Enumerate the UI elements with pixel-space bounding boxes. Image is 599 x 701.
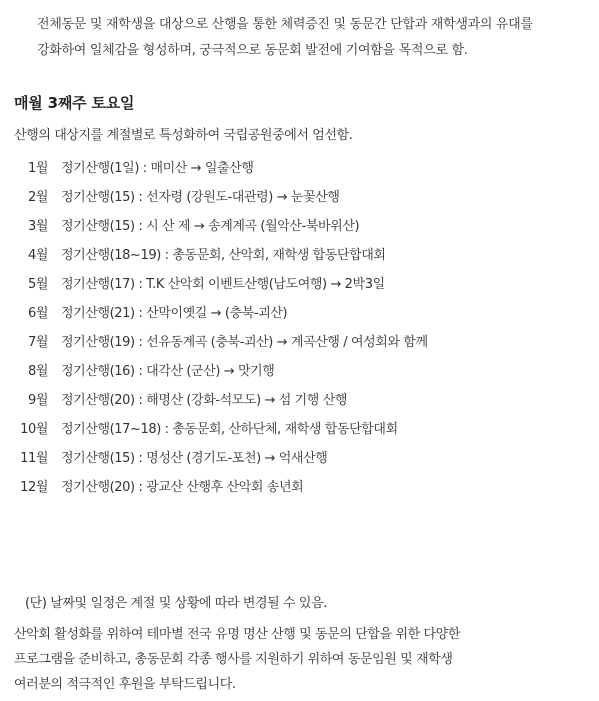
schedule-item — [0, 473, 599, 502]
schedule-month: 2월 — [27, 190, 48, 205]
intro-line-2: 강화하여 일체감을 형성하며, 궁극적으로 동문회 발전에 기여함을 목적으로 함. — [37, 43, 468, 58]
intro-paragraph — [37, 12, 597, 64]
schedule-list — [0, 154, 599, 502]
schedule-month: 7월 — [27, 335, 48, 350]
intro-line-1: 전체동문 및 재학생을 대상으로 산행을 통한 체력증진 및 동문간 단합과 재학생과의 유대를 — [37, 17, 533, 32]
schedule-item — [0, 154, 599, 183]
schedule-event: 정기산행(1일) : 매미산 → 일출산행 — [61, 161, 254, 176]
schedule-item — [0, 328, 599, 357]
schedule-event: 정기산행(20) : 광교산 산행후 산악회 송년회 — [61, 480, 304, 495]
schedule-month: 12월 — [20, 480, 48, 495]
section-title: 매월 3째주 토요일 — [14, 94, 135, 112]
schedule-item — [0, 212, 599, 241]
schedule-month: 11월 — [20, 451, 48, 466]
schedule-event: 정기산행(17) : T.K 산악회 이벤트산행(남도여행) → 2박3일 — [61, 277, 385, 292]
schedule-event: 정기산행(15) : 선자령 (강원도-대관령) → 눈꽃산행 — [61, 190, 340, 205]
closing-paragraph — [14, 622, 584, 697]
schedule-item — [0, 241, 599, 270]
schedule-item — [0, 183, 599, 212]
closing-line-2: 프로그램을 준비하고, 총동문회 각종 행사를 지원하기 위하여 동문임원 및 재학생 — [14, 652, 453, 667]
schedule-event: 정기산행(15) : 명성산 (경기도-포천) → 억새산행 — [61, 451, 328, 466]
schedule-month: 10월 — [20, 422, 48, 437]
schedule-month: 1월 — [27, 161, 48, 176]
closing-line-3: 여러분의 적극적인 후원을 부탁드립니다. — [14, 677, 236, 692]
schedule-event: 정기산행(20) : 해명산 (강화-석모도) → 섬 기행 산행 — [61, 393, 348, 408]
schedule-event: 정기산행(17~18) : 총동문회, 산하단체, 재학생 합동단합대회 — [61, 422, 398, 437]
schedule-item — [0, 415, 599, 444]
schedule-event: 정기산행(18~19) : 총동문회, 산악회, 재학생 합동단합대회 — [61, 248, 386, 263]
schedule-event: 정기산행(16) : 대각산 (군산) → 맛기행 — [61, 364, 275, 379]
closing-line-1: 산악회 활성화를 위하여 테마별 전국 유명 명산 산행 및 동문의 단합을 위한 다양한 — [14, 627, 461, 642]
schedule-month: 8월 — [27, 364, 48, 379]
schedule-item — [0, 444, 599, 473]
schedule-event: 정기산행(21) : 산막이옛길 → (충북-괴산) — [61, 306, 288, 321]
schedule-event: 정기산행(15) : 시 산 제 → 송계계곡 (월악산-북바위산) — [61, 219, 360, 234]
schedule-item — [0, 357, 599, 386]
schedule-item — [0, 299, 599, 328]
schedule-month: 9월 — [27, 393, 48, 408]
schedule-month: 4월 — [27, 248, 48, 263]
schedule-note: (단) 날짜및 일정은 계절 및 상황에 따라 변경될 수 있음. — [25, 596, 327, 611]
schedule-item — [0, 386, 599, 415]
schedule-event: 정기산행(19) : 선유동계곡 (충북-괴산) → 계곡산행 / 여성회와 함께 — [61, 335, 428, 350]
section-description: 산행의 대상지를 계절별로 특성화하여 국립공원중에서 엄선함. — [14, 128, 353, 143]
schedule-month: 3월 — [27, 219, 48, 234]
schedule-item — [0, 270, 599, 299]
schedule-month: 6월 — [27, 306, 48, 321]
schedule-month: 5월 — [27, 277, 48, 292]
